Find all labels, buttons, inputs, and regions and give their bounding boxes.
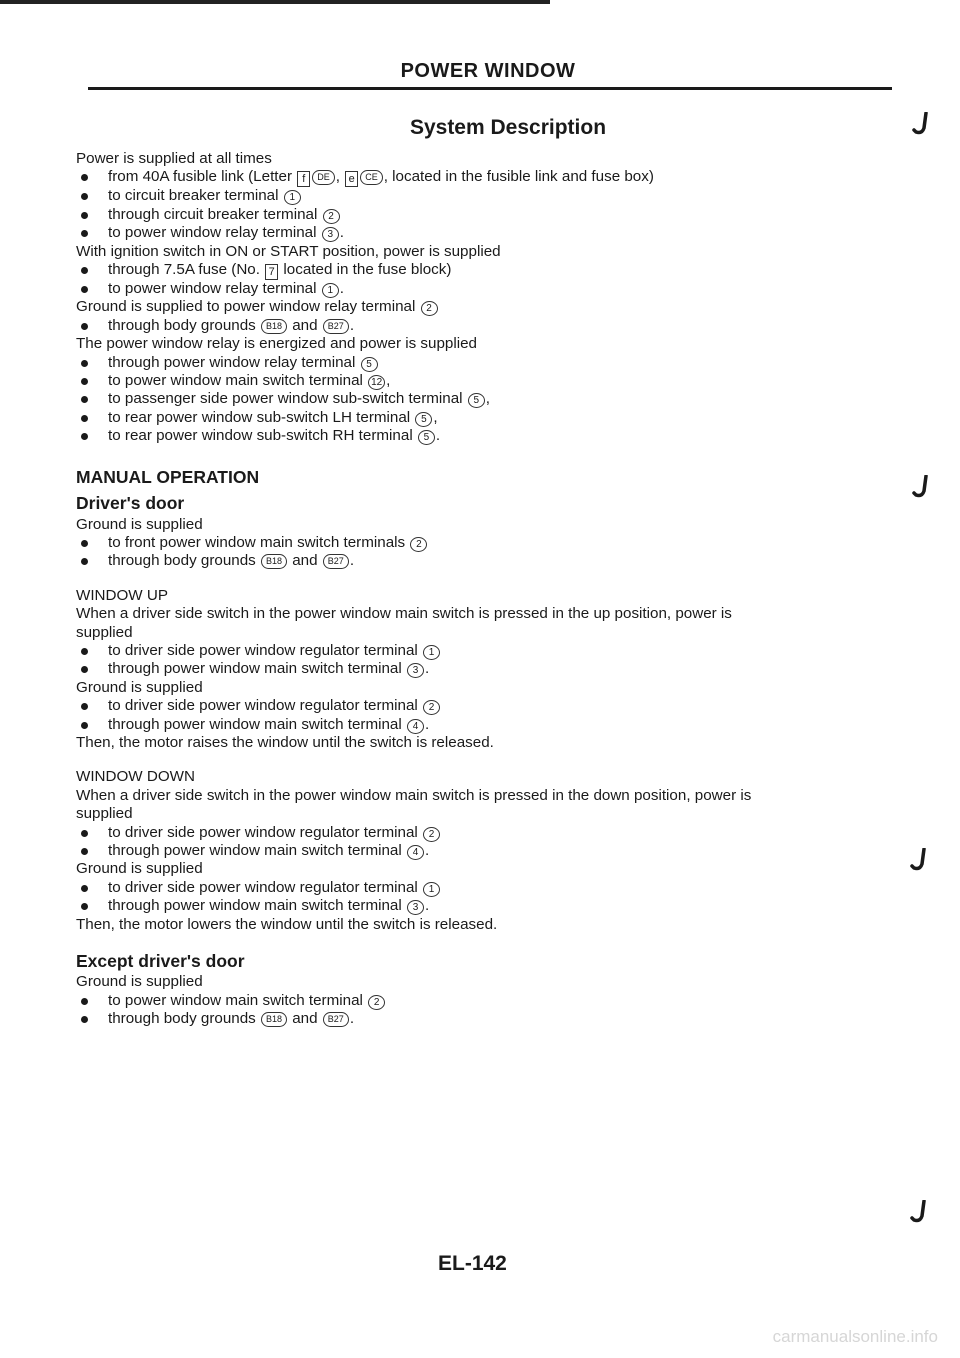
terminal-number: 4 (407, 719, 424, 734)
terminal-number: 4 (407, 845, 424, 860)
list-item: to driver side power window regulator terminal 2 (76, 824, 806, 842)
list-item: to power window relay terminal 3 . (76, 224, 806, 242)
list-item: through body grounds B18 and B27 . (76, 317, 806, 335)
terminal-number: 3 (407, 900, 424, 915)
ground-code: B18 (261, 319, 287, 334)
terminal-number: 5 (361, 357, 378, 372)
list-item: through power window main switch terminal 4 . (76, 716, 806, 734)
ground-intro: Ground is supplied to power window relay terminal 2 (76, 298, 806, 316)
terminal-number: 2 (410, 537, 427, 552)
drivers-door-heading: Driver's door (76, 493, 185, 514)
terminal-number: 1 (423, 645, 440, 660)
list-item: to rear power window sub-switch LH terminal 5 , (76, 409, 806, 427)
list-item: to power window relay terminal 1 . (76, 280, 806, 298)
fuse-number-box: 7 (265, 264, 278, 280)
list-item: through power window relay terminal 5 (76, 354, 806, 372)
section-title: System Description (409, 116, 607, 139)
paragraph: Then, the motor raises the window until the switch is released. (76, 733, 494, 751)
terminal-number: 3 (322, 227, 339, 242)
page-header-title: POWER WINDOW (400, 60, 576, 82)
fusible-link-letter-box: f (297, 171, 310, 187)
ground-code: B27 (323, 319, 349, 334)
ground-code: B27 (323, 1012, 349, 1027)
list-item: to driver side power window regulator terminal 2 (76, 697, 806, 715)
list-item: to front power window main switch terminals 2 (76, 534, 806, 552)
terminal-number: 2 (423, 700, 440, 715)
terminal-number: 2 (323, 209, 340, 224)
connector-code: CE (360, 170, 383, 185)
list-item: through 7.5A fuse (No. 7 located in the fuse block) (76, 261, 806, 280)
list-item: from 40A fusible link (Letter f DE , e CE , located in the fusible link and fuse box) (76, 168, 806, 187)
except-drivers-door-heading: Except driver's door (76, 951, 245, 972)
watermark: carmanualsonline.info (772, 1327, 938, 1346)
manual-operation-heading: MANUAL OPERATION (76, 466, 260, 487)
top-edge-line (0, 0, 550, 4)
list-item: through body grounds B18 and B27 . (76, 1010, 806, 1028)
margin-check-mark-icon (912, 475, 932, 501)
list-item: to circuit breaker terminal 1 (76, 187, 806, 205)
list-item: through power window main switch terminal 4 . (76, 842, 806, 860)
list-item: through circuit breaker terminal 2 (76, 206, 806, 224)
margin-check-mark-icon (910, 848, 930, 874)
fusible-link-letter-box: e (345, 171, 358, 187)
list-item: through power window main switch terminal 3 . (76, 660, 806, 678)
terminal-number: 5 (468, 393, 485, 408)
paragraph: Ground is supplied (76, 678, 203, 696)
paragraph: Then, the motor lowers the window until the switch is released. (76, 915, 498, 933)
power-intro: Power is supplied at all times (76, 150, 272, 167)
terminal-number: 2 (423, 827, 440, 842)
terminal-number: 1 (322, 283, 339, 298)
terminal-number: 12 (368, 375, 385, 390)
paragraph: When a driver side switch in the power window main switch is pressed in the up position, power is supplied (76, 605, 732, 641)
terminal-number: 1 (284, 190, 301, 205)
list-item: through power window main switch terminal 3 . (76, 897, 806, 915)
page-number: EL-142 (438, 1252, 507, 1275)
window-down-heading: WINDOW DOWN (76, 768, 195, 786)
list-item: to driver side power window regulator terminal 1 (76, 642, 806, 660)
terminal-number: 2 (368, 995, 385, 1010)
list-item: to power window main switch terminal 12 , (76, 372, 806, 390)
list-item: to power window main switch terminal 2 (76, 992, 806, 1010)
document-body (76, 150, 806, 1029)
paragraph: Ground is supplied (76, 860, 203, 878)
connector-code: DE (312, 170, 335, 185)
paragraph: When a driver side switch in the power window main switch is pressed in the down position, power is supplied (76, 786, 752, 823)
ground-code: B27 (323, 554, 349, 569)
ignition-intro: With ignition switch in ON or START position, power is supplied (76, 242, 501, 260)
paragraph: Ground is supplied (76, 973, 203, 991)
margin-check-mark-icon (912, 112, 932, 138)
list-item: to passenger side power window sub-switch terminal 5 , (76, 390, 806, 408)
terminal-number: 5 (415, 412, 432, 427)
ground-code: B18 (261, 554, 287, 569)
header-rule (88, 87, 892, 90)
margin-check-mark-icon (910, 1200, 930, 1226)
ground-code: B18 (261, 1012, 287, 1027)
list-item: through body grounds B18 and B27 . (76, 552, 806, 570)
terminal-number: 5 (418, 430, 435, 445)
list-item: to rear power window sub-switch RH terminal 5 . (76, 427, 806, 445)
terminal-number: 1 (423, 882, 440, 897)
list-item: to driver side power window regulator terminal 1 (76, 879, 806, 897)
terminal-number: 2 (421, 301, 438, 316)
terminal-number: 3 (407, 663, 424, 678)
paragraph: Ground is supplied (76, 515, 203, 533)
window-up-heading: WINDOW UP (76, 586, 168, 604)
energized-intro: The power window relay is energized and power is supplied (76, 335, 478, 353)
